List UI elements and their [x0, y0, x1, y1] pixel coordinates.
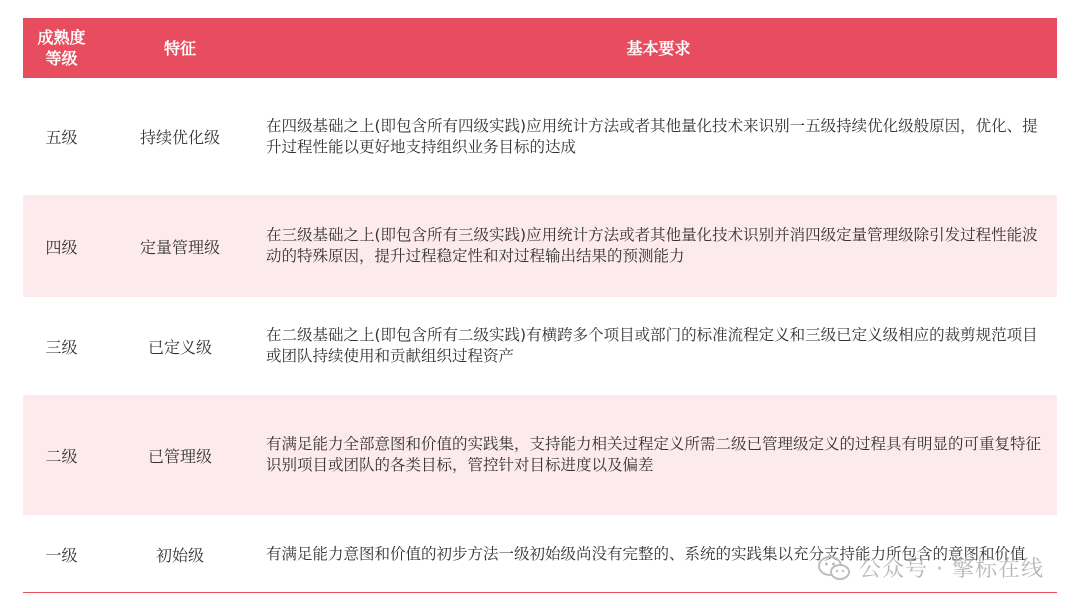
level-cell: 二级 — [45, 446, 78, 466]
requirement-cell: 在二级基础之上(即包含所有二级实践)有横跨多个项目或部门的标准流程定义和三级已定义级相应的裁剪规范项目或团队持续使用和贡献组织过程资产 — [266, 326, 1038, 365]
watermark-text: 公众号 · 擎标在线 — [859, 557, 1044, 582]
table-header-row — [23, 18, 1057, 78]
header-level-label: 成熟度 等级 — [37, 28, 86, 68]
table-row — [23, 195, 1057, 297]
header-feature: 特征 — [163, 38, 196, 58]
requirement-cell: 在三级基础之上(即包含所有三级实践)应用统计方法或者其他量化技术识别并消四级定量管理级除引发过程性能波动的特殊原因，提升过程稳定性和对过程输出结果的预测能力 — [266, 226, 1038, 265]
level-cell: 五级 — [45, 128, 78, 147]
feature-cell: 定量管理级 — [139, 237, 220, 257]
feature-cell: 已管理级 — [147, 446, 212, 466]
level-cell: 三级 — [45, 337, 78, 357]
header-level — [23, 18, 100, 78]
maturity-level-table — [23, 18, 1057, 593]
wechat-icon — [817, 555, 851, 581]
requirement-cell: 有满足能力意图和价值的初步方法一级初始级尚没有完整的、系统的实践集以充分支持能力所包含的意图和价值 — [266, 544, 1026, 563]
table-row — [23, 297, 1057, 395]
header-requirement: 基本要求 — [626, 38, 691, 58]
requirement-cell: 有满足能力全部意图和价值的实践集，支持能力相关过程定义所需二级已管理级定义的过程具有明显的可重复特征识别项目或团队的各类目标，管控针对目标进度以及偏差 — [266, 435, 1042, 474]
feature-cell: 已定义级 — [147, 337, 212, 357]
maturity-table-container — [23, 18, 1057, 593]
level-cell: 一级 — [45, 545, 78, 565]
requirement-cell: 在四级基础之上(即包含所有四级实践)应用统计方法或者其他量化技术来识别一五级持续优化级般原因，优化、提升过程性能以更好地支持组织业务目标的达成 — [266, 116, 1038, 156]
level-cell: 四级 — [45, 237, 78, 257]
table-bottom-border — [23, 592, 1057, 593]
feature-cell: 持续优化级 — [139, 128, 220, 147]
table-row — [23, 395, 1057, 515]
table-row — [23, 78, 1057, 195]
feature-cell: 初始级 — [155, 545, 204, 565]
watermark — [817, 552, 1044, 583]
